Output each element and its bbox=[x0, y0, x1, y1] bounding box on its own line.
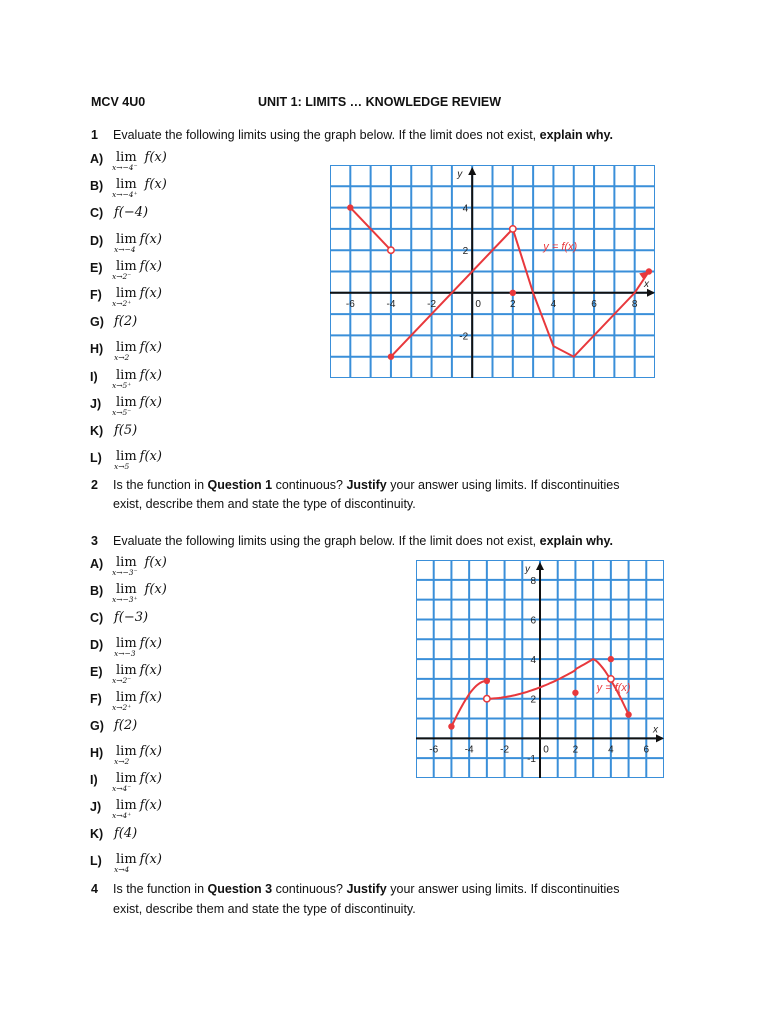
function-value: f(−4) bbox=[114, 205, 149, 221]
x-tick-label: 4 bbox=[550, 298, 557, 310]
limit-expression: lim x→−4 f(x) bbox=[114, 231, 162, 254]
limit-subscript: x→−4⁻ bbox=[112, 163, 138, 172]
limit-subscript: x→2⁺ bbox=[112, 299, 132, 308]
limit-expression: lim x→4⁺ f(x) bbox=[112, 798, 162, 820]
question-3-prompt bbox=[91, 534, 613, 548]
open-point bbox=[388, 247, 394, 253]
course-code: MCV 4U0 bbox=[91, 95, 146, 109]
limit-subscript: x→−4 bbox=[114, 244, 136, 254]
y-tick-label: -2 bbox=[459, 331, 469, 343]
item-label: A) bbox=[90, 557, 104, 571]
q1-item-h bbox=[90, 340, 320, 364]
question-4-line-2: exist, describe them and state the type of discontinuity. bbox=[113, 902, 416, 916]
function-expression: f(x) bbox=[139, 852, 162, 867]
question-1-text: Evaluate the following limits using the graph below. If the limit does not exist, bbox=[113, 128, 540, 142]
limit-expression: lim x→2 f(x) bbox=[114, 744, 162, 766]
limit-subscript: x→−3⁺ bbox=[112, 595, 138, 604]
q3-item-h bbox=[90, 744, 320, 768]
limit-subscript: x→4⁻ bbox=[112, 784, 132, 793]
y-tick-label: 8 bbox=[530, 575, 536, 587]
open-point bbox=[510, 226, 516, 232]
item-label: E) bbox=[90, 665, 103, 679]
y-tick-label: 2 bbox=[530, 694, 536, 706]
q3-item-e bbox=[90, 663, 320, 687]
item-label: G) bbox=[90, 719, 104, 733]
q3-item-d bbox=[90, 636, 320, 660]
q1-item-l bbox=[90, 449, 320, 473]
question-3-text: Evaluate the following limits using the graph below. If the limit does not exist, bbox=[113, 534, 540, 548]
x-tick-label: 0 bbox=[475, 298, 481, 310]
closed-point bbox=[608, 656, 614, 662]
q1-item-b bbox=[90, 177, 320, 201]
q3-item-f bbox=[90, 690, 320, 714]
item-label: K) bbox=[90, 827, 104, 841]
function-expression: f(x) bbox=[139, 258, 162, 274]
item-label: D) bbox=[90, 638, 104, 652]
y-tick-label: 4 bbox=[530, 655, 536, 667]
y-axis-label: y bbox=[457, 169, 463, 180]
item-label: I) bbox=[90, 773, 98, 787]
function-expression: f(x) bbox=[139, 394, 162, 410]
x-tick-label: 6 bbox=[643, 744, 650, 756]
function-expression: f(x) bbox=[139, 663, 162, 678]
item-label: J) bbox=[90, 396, 102, 411]
limit-expression: lim x→2⁻ f(x) bbox=[112, 258, 162, 281]
open-point bbox=[608, 676, 614, 682]
item-label: G) bbox=[90, 315, 104, 330]
limit-subscript: x→−3 bbox=[114, 649, 136, 658]
y-tick-label: 2 bbox=[462, 246, 469, 258]
question-4-prompt: 4 Is the function in Question 3 continuous? Justify your answer using limits. If discontinuities bbox=[91, 882, 620, 896]
item-label: L) bbox=[90, 854, 102, 868]
q3-item-i bbox=[90, 771, 320, 795]
function-expression: f(x) bbox=[139, 367, 162, 383]
x-tick-label: 0 bbox=[543, 744, 549, 756]
limit-subscript: x→2 bbox=[114, 353, 130, 363]
item-label: C) bbox=[90, 611, 104, 625]
function-expression: f(x) bbox=[139, 340, 162, 356]
question-2-number: 2 bbox=[91, 478, 98, 492]
q1-item-j bbox=[90, 395, 320, 419]
q1-item-a bbox=[90, 150, 320, 174]
limit-expression: lim x→2⁺ f(x) bbox=[112, 286, 162, 308]
limit-subscript: x→5⁻ bbox=[112, 407, 132, 417]
q3-item-g bbox=[90, 717, 320, 741]
q1-item-i bbox=[90, 368, 320, 392]
function-expression: f(x) bbox=[144, 555, 167, 570]
q3-item-b bbox=[90, 582, 320, 606]
closed-point bbox=[388, 354, 394, 360]
limit-expression: lim x→2 f(x) bbox=[114, 340, 162, 363]
open-point bbox=[484, 696, 490, 702]
y-tick-label: 6 bbox=[530, 615, 536, 627]
q1-item-e bbox=[90, 259, 320, 283]
q1-item-k bbox=[90, 422, 320, 446]
curve-label: y = f(x) bbox=[543, 241, 578, 254]
q1-item-c bbox=[90, 204, 320, 228]
curve-label: y = f(x) bbox=[596, 681, 631, 694]
function-value: f(5) bbox=[114, 423, 138, 438]
x-tick-label: -2 bbox=[427, 298, 437, 310]
item-label: H) bbox=[90, 342, 104, 357]
closed-point bbox=[484, 678, 490, 684]
limit-expression: lim x→5⁻ f(x) bbox=[112, 394, 162, 417]
item-label: E) bbox=[90, 260, 103, 275]
function-expression: f(x) bbox=[139, 771, 162, 786]
item-label: A) bbox=[90, 152, 104, 166]
question-2-line-2: exist, describe them and state the type of discontinuity. bbox=[113, 497, 416, 511]
y-axis-label: y bbox=[525, 564, 530, 575]
x-tick-label: 4 bbox=[608, 744, 614, 756]
item-label: H) bbox=[90, 746, 104, 760]
x-tick-label: -4 bbox=[386, 298, 396, 310]
limit-expression: lim x→5⁺ f(x) bbox=[112, 367, 162, 390]
x-tick-label: -6 bbox=[429, 744, 439, 756]
q3-item-j bbox=[90, 798, 320, 822]
function-expression: f(x) bbox=[144, 177, 167, 193]
q3-item-c bbox=[90, 609, 320, 633]
page-title: UNIT 1: LIMITS … KNOWLEDGE REVIEW bbox=[258, 95, 502, 109]
x-tick-label: 6 bbox=[591, 298, 597, 310]
item-label: L) bbox=[90, 451, 102, 466]
x-tick-label: 2 bbox=[572, 744, 579, 756]
item-label: D) bbox=[90, 233, 104, 248]
question-2-prompt: 2 Is the function in Question 1 continuous? Justify your answer using limits. If discontinuities bbox=[91, 478, 620, 492]
x-tick-label: 2 bbox=[510, 298, 516, 310]
question-1-prompt bbox=[91, 128, 613, 142]
limit-subscript: x→2⁻ bbox=[112, 271, 132, 281]
function-expression: f(x) bbox=[139, 449, 162, 465]
q1-item-g bbox=[90, 313, 320, 337]
limit-expression: lim x→2⁻ f(x) bbox=[112, 663, 162, 685]
function-expression: f(x) bbox=[139, 798, 162, 813]
question-3-number: 3 bbox=[91, 534, 98, 548]
function-expression: f(x) bbox=[144, 150, 167, 165]
function-value: f(−3) bbox=[114, 610, 149, 625]
y-tick-label: 4 bbox=[462, 203, 469, 215]
question-1-number: 1 bbox=[91, 128, 98, 142]
x-axis-label: x bbox=[653, 724, 658, 736]
limit-expression: lim x→−4⁻ f(x) bbox=[112, 150, 167, 172]
function-expression: f(x) bbox=[139, 636, 162, 651]
question-1-graph bbox=[330, 165, 655, 378]
limit-expression: lim x→−3 f(x) bbox=[114, 636, 162, 658]
item-label: I) bbox=[90, 369, 98, 384]
limit-subscript: x→4⁺ bbox=[112, 811, 132, 820]
item-label: B) bbox=[90, 584, 104, 598]
limit-subscript: x→2⁻ bbox=[112, 676, 132, 685]
function-value: f(2) bbox=[114, 718, 138, 733]
closed-point bbox=[510, 290, 516, 296]
q3-item-a bbox=[90, 555, 320, 579]
limit-expression: lim x→5 f(x) bbox=[114, 449, 162, 472]
function-expression: f(x) bbox=[139, 286, 162, 301]
item-label: B) bbox=[90, 179, 104, 194]
x-tick-label: -4 bbox=[464, 744, 474, 756]
limit-subscript: x→5⁺ bbox=[112, 380, 132, 390]
limit-subscript: x→2⁺ bbox=[112, 703, 132, 712]
item-label: K) bbox=[90, 424, 104, 438]
item-label: C) bbox=[90, 206, 104, 221]
q3-item-k bbox=[90, 825, 320, 849]
function-expression: f(x) bbox=[139, 690, 162, 705]
item-label: F) bbox=[90, 692, 102, 706]
question-3-emphasis: explain why. bbox=[539, 534, 614, 548]
function-value: f(2) bbox=[114, 314, 138, 330]
limit-subscript: x→2 bbox=[114, 757, 130, 766]
limit-subscript: x→−4⁺ bbox=[112, 190, 138, 200]
x-tick-label: -6 bbox=[345, 298, 355, 310]
limit-expression: lim x→4 f(x) bbox=[114, 852, 162, 874]
question-1-emphasis: explain why. bbox=[539, 128, 614, 142]
x-axis-label: x bbox=[644, 278, 649, 290]
q1-item-d bbox=[90, 232, 320, 256]
limit-expression: lim x→−3⁻ f(x) bbox=[112, 555, 167, 577]
item-label: F) bbox=[90, 288, 102, 302]
limit-subscript: x→5 bbox=[114, 462, 130, 472]
limit-expression: lim x→−3⁺ f(x) bbox=[112, 582, 167, 604]
function-expression: f(x) bbox=[139, 231, 162, 247]
question-4-number: 4 bbox=[91, 882, 98, 896]
closed-point bbox=[448, 723, 454, 729]
q1-item-f bbox=[90, 286, 320, 310]
limit-expression: lim x→2⁺ f(x) bbox=[112, 690, 162, 712]
limit-subscript: x→−3⁻ bbox=[112, 568, 138, 577]
x-tick-label: -2 bbox=[500, 744, 510, 756]
function-expression: f(x) bbox=[144, 582, 167, 597]
item-label: J) bbox=[90, 800, 102, 814]
function-expression: f(x) bbox=[139, 744, 162, 759]
q3-item-l bbox=[90, 852, 320, 876]
closed-point bbox=[625, 711, 631, 717]
closed-point bbox=[572, 690, 578, 696]
y-tick-label: -1 bbox=[527, 754, 536, 766]
question-3-graph bbox=[416, 560, 664, 778]
x-tick-label: 8 bbox=[631, 298, 638, 310]
function-value: f(4) bbox=[114, 826, 138, 841]
limit-expression: lim x→−4⁺ f(x) bbox=[112, 177, 167, 200]
limit-expression: lim x→4⁻ f(x) bbox=[112, 771, 162, 793]
closed-point bbox=[347, 204, 353, 210]
limit-subscript: x→4 bbox=[114, 865, 130, 874]
